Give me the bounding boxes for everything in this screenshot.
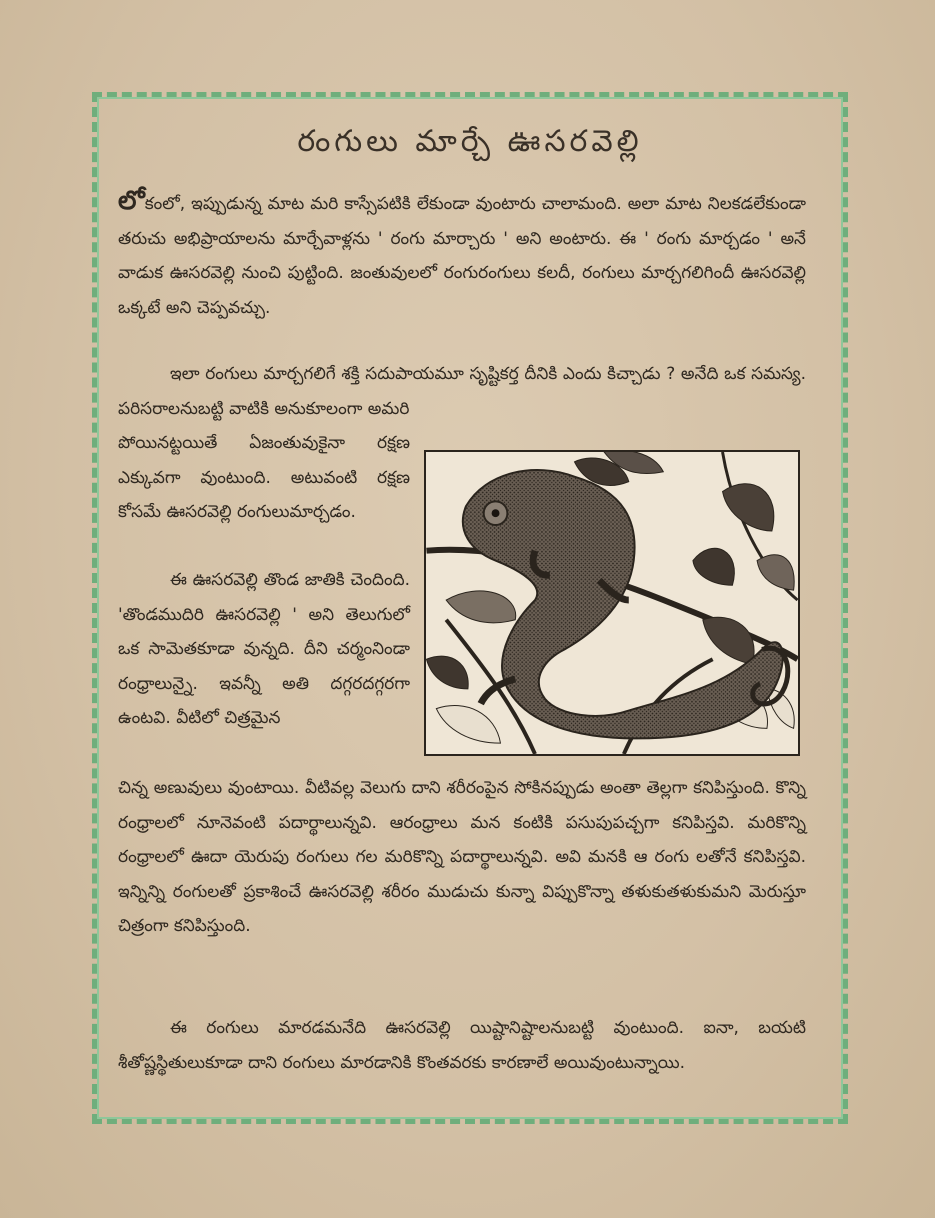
paragraph-4: ఈ రంగులు మారడమనేది ఊసరవెల్లి యిష్టానిష్టాలనుబట్టి వుంటుంది. ఐనా, బయటి శీతోష్ణస్థితులుకూడా దాని రంగులు మారడానికి కొంతవరకు కారణాలే అయివుంటున్నాయి.: [118, 1018, 806, 1073]
paragraph-1-text: కంలో, ఇప్పుడున్న మాట మరి కాస్సేపటికి లేకుండా వుంటారు చాలామంది. అలా మాట నిలకడలేకుండా తరుచు అభిప్రాయాలను మార్చేవాళ్లను ' రంగు మార్చారు ' అని అంటారు. ఈ ' రంగు మార్చడం ' అనే వాడుక ఊసరవెల్లి నుంచి పుట్టింది. జంతువులలో రంగురంగులు కలదీ, రంగులు మార్చగలిగిందీ ఊసరవెల్లి ఒక్కటే అని చెప్పవచ్చు.: [118, 194, 806, 318]
page-title: రంగులు మార్చే ఊసరవెల్లి: [297, 124, 643, 159]
paragraph-3: ఈ ఊసరవెల్లి తొండ జాతికి చెందింది. 'తొండముదిరి ఊసరవెల్లి ' అని తెలుగులో ఒక సామెతకూడా వున్నది. దీని చర్మంనిండా రంధ్రాలున్నై. ఇవన్నీ అతి దగ్గరదగ్గరగా ఉంటవి. వీటిలో చిత్రమైన: [118, 570, 410, 728]
paragraph-2-continued: పోయినట్టయితే ఏజంతువుకైనా రక్షణ ఎక్కువగా వుంటుంది. అటువంటి రక్షణ కోసమే ఊసరవెల్లి రంగులుమార్చడం.: [118, 433, 410, 522]
paragraph-3-continued: చిన్న అణువులు వుంటాయి. వీటివల్ల వెలుగు దాని శరీరంపైన సోకినప్పుడు అంతా తెల్లగా కనిపిస్తుంది. కొన్ని రంధ్రాలలో నూనెవంటి పదార్థాలున్నవి. ఆరంధ్రాలు మన కంటికి పసుపుపచ్చగా కనిపిస్తవి. మరికొన్ని రంధ్రాలలో ఊదా యెరుపు రంగులు గల మరికొన్ని పదార్థాలున్నవి. అవి మనకి ఆ రంగు లతోనే కనిపిస్తవి. ఇన్నిన్ని రంగులతో ప్రకాశించే ఊసరవెల్లి శరీరం ముడుచు కున్నా విప్పుకొన్నా తళుకుతళుకుమని మెరుస్తూ చిత్రంగా కనిపిస్తుంది.: [118, 778, 806, 936]
drop-cap: లో: [118, 186, 145, 216]
paragraph-2: ఇలా రంగులు మార్చగలిగే శక్తి సదుపాయమూ సృష్టికర్త దీనికి ఎందు కిచ్చాడు ? అనేది ఒక సమస్య. పరిసరాలనుబట్టి వాటికి అనుకూలంగా అమరి: [118, 364, 806, 419]
paragraph-1: [118, 184, 806, 325]
chameleon-icon: [426, 452, 798, 754]
chameleon-illustration: [424, 450, 800, 756]
